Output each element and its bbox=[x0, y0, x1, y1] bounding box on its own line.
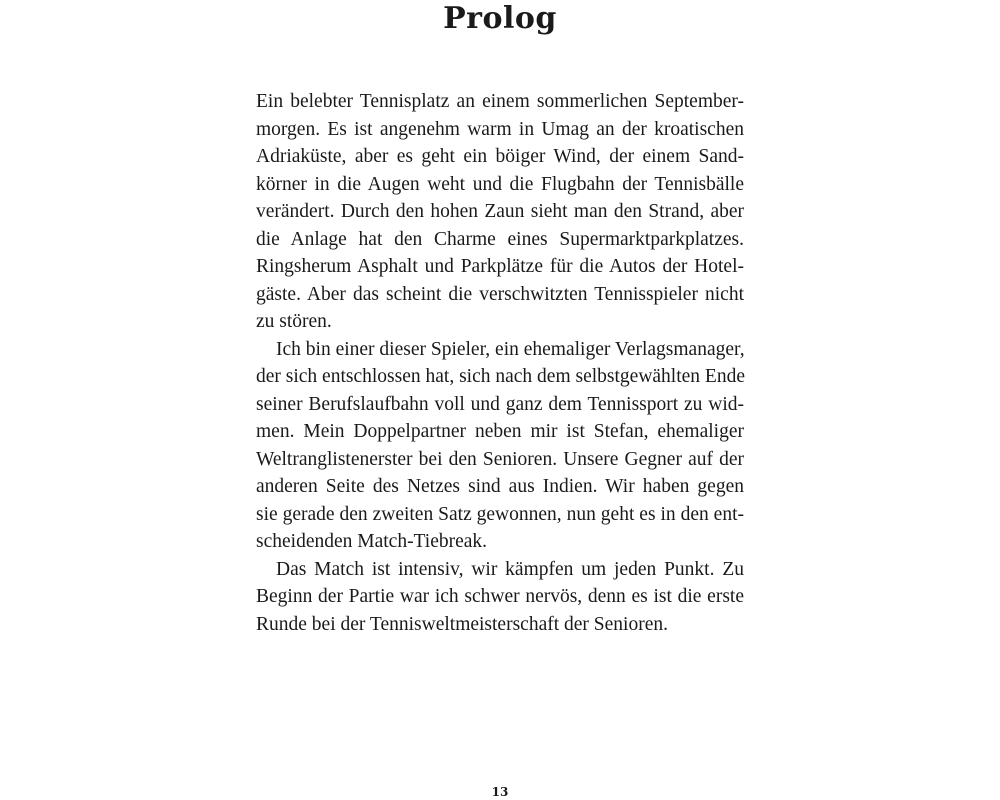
text-line: Weltranglistenerster bei den Senioren. Unsere Gegner auf der bbox=[256, 448, 744, 470]
text-line: körner in die Augen weht und die Flugbahn der Tennisbälle bbox=[256, 173, 744, 195]
text-line: gäste. Aber das scheint die verschwitzten Tennisspieler nicht bbox=[256, 283, 744, 305]
text-line: Das Match ist intensiv, wir kämpfen um jeden Punkt. Zu bbox=[276, 558, 744, 580]
text-line: anderen Seite des Netzes sind aus Indien. Wir haben gegen bbox=[256, 476, 744, 497]
text-line: zu stören. bbox=[256, 311, 332, 332]
text-line: Beginn der Partie war ich schwer nervös, denn es ist die erste bbox=[256, 586, 744, 607]
text-line: Ich bin einer dieser Spieler, ein ehemaliger Verlagsmanager, bbox=[276, 338, 745, 360]
text-line: men. Mein Doppelpartner neben mir ist Stefan, ehemaliger bbox=[256, 421, 744, 442]
body-text bbox=[256, 88, 744, 638]
text-line: Adriaküste, aber es geht ein böiger Wind, der einem Sand- bbox=[256, 146, 744, 167]
text-line: scheidenden Match-Tiebreak. bbox=[256, 531, 488, 552]
text-line: verändert. Durch den hohen Zaun sieht man den Strand, aber bbox=[256, 201, 744, 222]
text-line: Ein belebter Tennisplatz an einem sommerlichen September- bbox=[256, 91, 744, 112]
text-line: morgen. Es ist angenehm warm in Umag an der kroatischen bbox=[256, 118, 744, 140]
text-line: sie gerade den zweiten Satz gewonnen, nun geht es in den ent- bbox=[256, 503, 744, 525]
text-line: seiner Berufslaufbahn voll und ganz dem Tennissport zu wid- bbox=[256, 393, 744, 415]
text-line: Runde bei der Tennisweltmeisterschaft der Senioren. bbox=[256, 613, 668, 635]
text-line: Ringsherum Asphalt und Parkplätze für die Autos der Hotel- bbox=[256, 256, 744, 277]
text-line: die Anlage hat den Charme eines Supermarktparkplatzes. bbox=[256, 228, 744, 250]
text-line: der sich entschlossen hat, sich nach dem selbstgewählten Ende bbox=[256, 366, 745, 387]
chapter-title: Prolog bbox=[443, 1, 557, 36]
page-number: 13 bbox=[491, 785, 509, 799]
